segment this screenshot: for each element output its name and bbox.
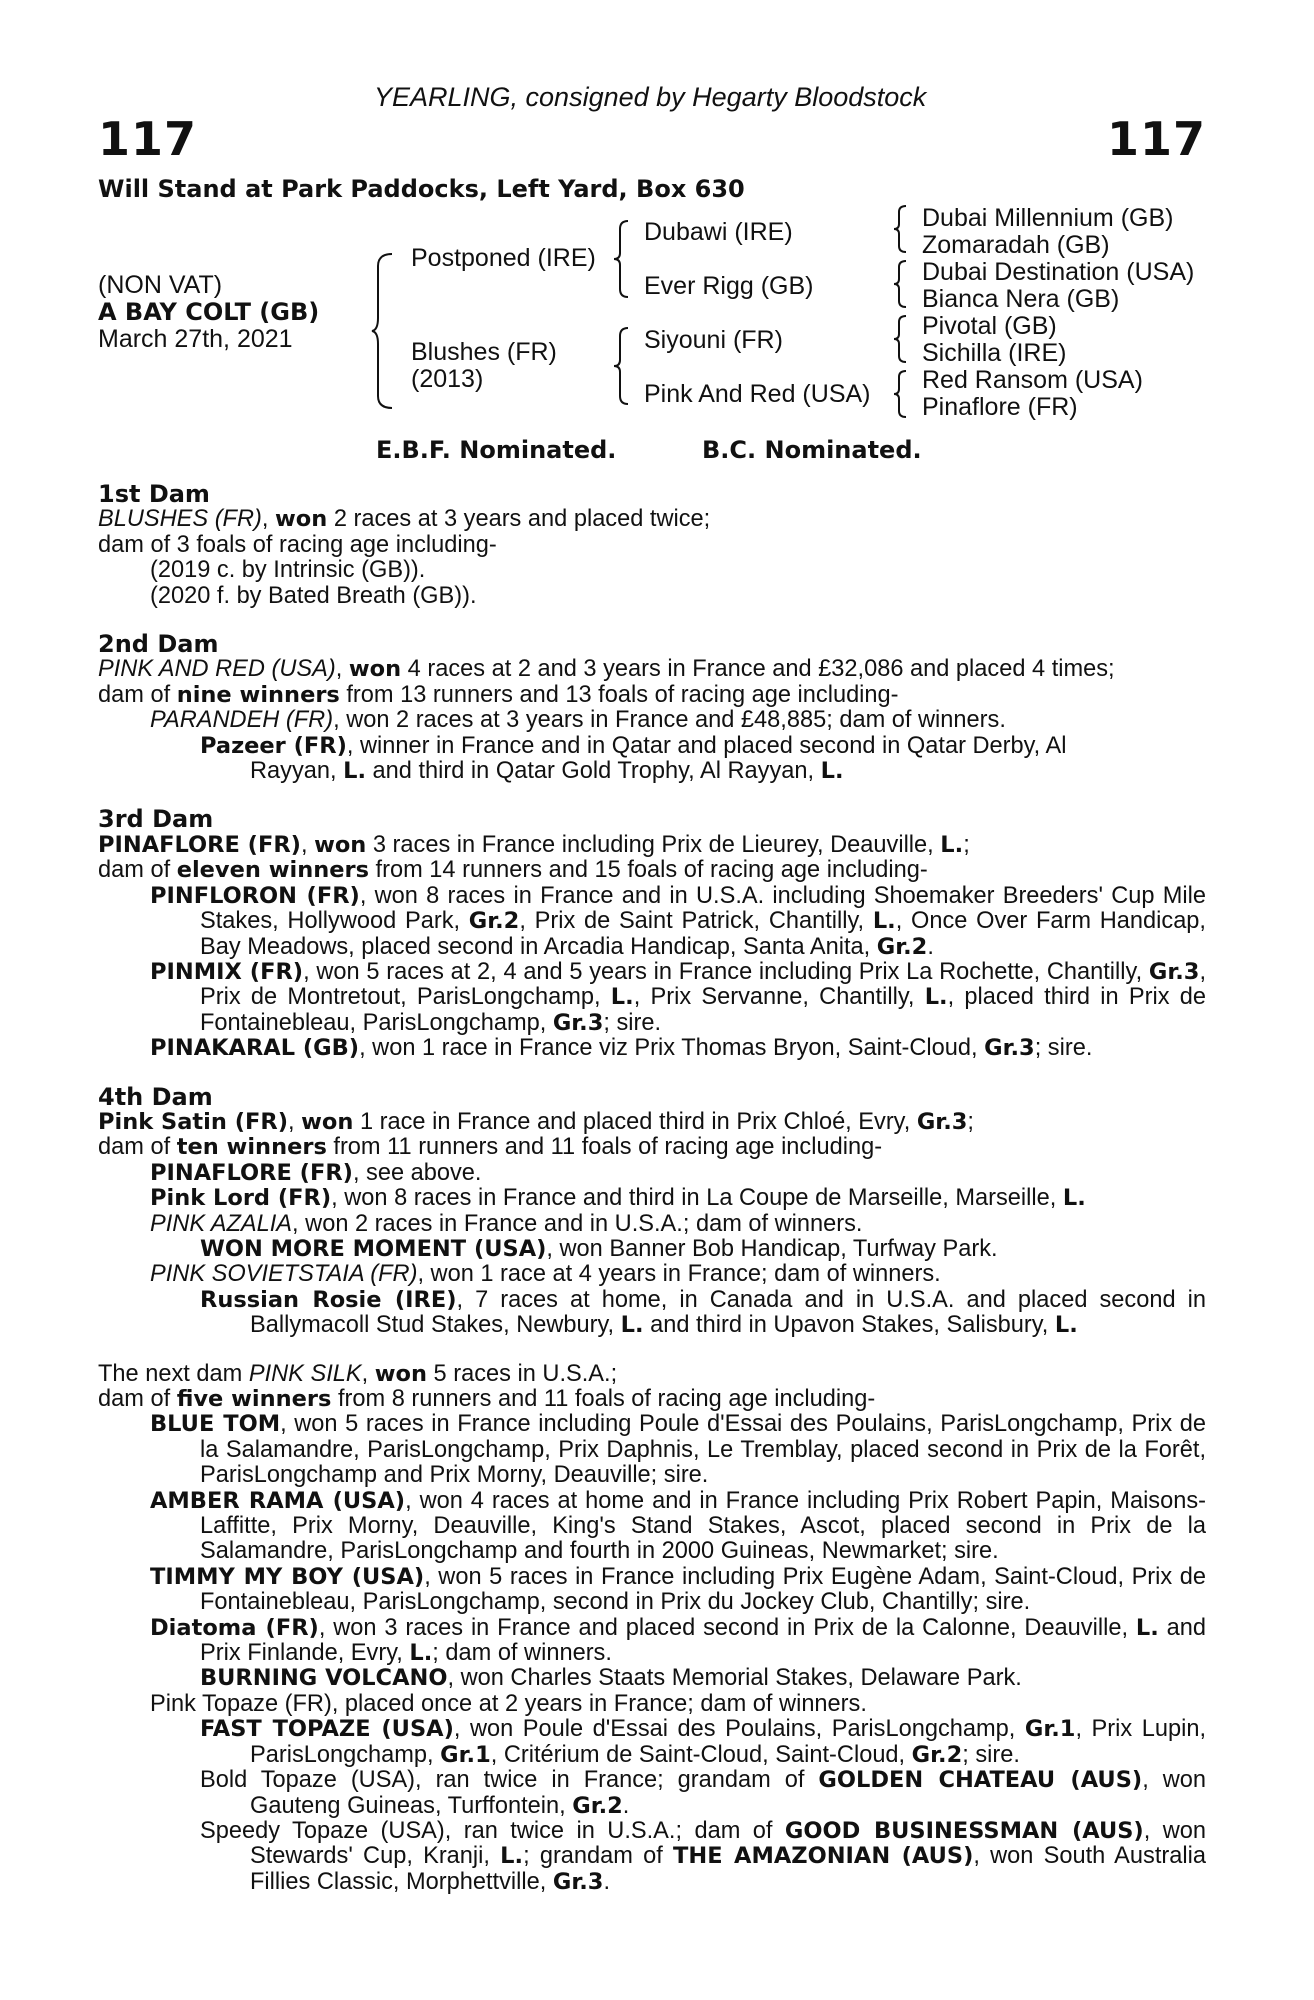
list-item: PINAFLORE (FR), see above. <box>150 1159 482 1186</box>
vat-status: (NON VAT) <box>98 271 223 299</box>
list-item: BURNING VOLCANO, won Charles Staats Memorial Stakes, Delaware Park. <box>200 1665 1022 1692</box>
dam4-line: Pink Satin (FR), won 1 race in France and placed third in Prix Chloé, Evry, Gr.3; <box>98 1108 974 1135</box>
dam1-foal: (2019 c. by Intrinsic (GB)). <box>150 557 426 584</box>
list-item: Rayyan, L. and third in Qatar Gold Trophy, Al Rayyan, L. <box>250 758 844 785</box>
horse-name: A BAY COLT (GB) <box>98 298 320 326</box>
list-item: PINMIX (FR), won 5 races at 2, 4 and 5 years in France including Prix La Rochette, Chantilly, Gr.3, Prix de Montretout, ParisLongchamp, L., Prix Servanne, Chantilly, L., placed third in Prix de Fontainebleau, ParisLongchamp, Gr.3; sire. <box>150 958 1206 1036</box>
pedigree-brace-sire <box>614 219 630 299</box>
dam1-produce: dam of 3 foals of racing age including- <box>98 531 497 558</box>
list-item: AMBER RAMA (USA), won 4 races at home and in France including Prix Robert Papin, Maisons-Laffitte, Prix Morny, Deauville, King's Stand Stakes, Ascot, placed second in Prix de la Salamandre, ParisLongchamp and fourth in 2000 Guineas, Newmarket; sire. <box>150 1487 1207 1565</box>
pedigree-brace-dd <box>894 369 908 419</box>
pedigree-sss: Dubai Millennium (GB) <box>922 204 1174 232</box>
pedigree-dsd: Sichilla (IRE) <box>922 339 1067 367</box>
pedigree-sdd: Bianca Nera (GB) <box>922 285 1120 313</box>
list-item: PARANDEH (FR), won 2 races at 3 years in France and £48,885; dam of winners. <box>150 707 1006 734</box>
pedigree-brace-ss <box>894 204 908 254</box>
list-item: Pazeer (FR), winner in France and in Qatar and placed second in Qatar Derby, Al <box>200 732 1067 759</box>
pedigree-dam-sire: Siyouni (FR) <box>644 326 783 354</box>
list-item: Diatoma (FR), won 3 races in France and placed second in Prix de la Calonne, Deauville, L. and Prix Finlande, Evry, L.; dam of winners. <box>150 1614 1206 1667</box>
pedigree-brace-dam <box>614 326 630 406</box>
dam4-title: 4th Dam <box>98 1082 213 1111</box>
dam3-title: 3rd Dam <box>98 805 214 834</box>
dam1-foal: (2020 f. by Bated Breath (GB)). <box>150 582 477 609</box>
pedigree-sds: Dubai Destination (USA) <box>922 258 1195 286</box>
next-dam-produce: dam of five winners from 8 runners and 11 foals of racing age including- <box>98 1386 876 1412</box>
list-item: PINK SOVIETSTAIA (FR), won 1 race at 4 years in France; dam of winners. <box>150 1261 941 1288</box>
pedigree-notes <box>98 482 1206 1895</box>
consignment-line: YEARLING, consigned by Hegarty Bloodstock <box>374 82 927 112</box>
list-item: Russian Rosie (IRE), 7 races at home, in Canada and in U.S.A. and placed second in Ballymacoll Stud Stakes, Newbury, L. and third in Upavon Stakes, Salisbury, L. <box>200 1286 1206 1339</box>
dam1-title: 1st Dam <box>98 480 210 508</box>
stand-location: Will Stand at Park Paddocks, Left Yard, Box 630 <box>98 175 745 203</box>
list-item: BLUE TOM, won 5 races in France including Poule d'Essai des Poulains, ParisLongchamp, Prix de la Salamandre, ParisLongchamp, Prix Daphnis, Le Tremblay, placed second in Prix de la Forêt, ParisLongchamp and Prix Morny, Deauville; sire. <box>150 1411 1206 1489</box>
pedigree-ddd: Pinaflore (FR) <box>922 393 1078 421</box>
pedigree-sire-dam: Ever Rigg (GB) <box>644 272 814 300</box>
pedigree-brace-sd <box>894 259 908 309</box>
list-item: Pink Lord (FR), won 8 races in France and third in La Coupe de Marseille, Marseille, L. <box>150 1185 1086 1212</box>
pedigree-dam-dam: Pink And Red (USA) <box>644 380 871 408</box>
pedigree-ssd: Zomaradah (GB) <box>922 231 1110 259</box>
list-item: WON MORE MOMENT (USA), won Banner Bob Handicap, Turfway Park. <box>200 1235 998 1262</box>
dam3-line: PINAFLORE (FR), won 3 races in France including Prix de Lieurey, Deauville, L.; <box>98 831 970 858</box>
dam2-line: PINK AND RED (USA), won 4 races at 2 and 3 years in France and £32,086 and placed 4 times; <box>98 656 1115 683</box>
pedigree-dam-year: (2013) <box>411 365 484 393</box>
list-item: FAST TOPAZE (USA), won Poule d'Essai des Poulains, ParisLongchamp, Gr.1, Prix Lupin, ParisLongchamp, Gr.1, Critérium de Saint-Cloud, Saint-Cloud, Gr.2; sire. <box>200 1716 1206 1768</box>
bc-nomination: B.C. Nominated. <box>702 436 922 464</box>
pedigree-sire: Postponed (IRE) <box>411 244 596 272</box>
lot-number-left: 117 <box>98 112 198 166</box>
pedigree-dam: Blushes (FR) <box>411 338 557 366</box>
ebf-nomination: E.B.F. Nominated. <box>376 436 617 464</box>
list-item: Pink Topaze (FR), placed once at 2 years in France; dam of winners. <box>150 1690 867 1717</box>
lot-number-right: 117 <box>1106 112 1206 166</box>
dam3-produce: dam of eleven winners from 14 runners and 15 foals of racing age including- <box>98 857 928 884</box>
list-item: PINAKARAL (GB), won 1 race in France viz Prix Thomas Bryon, Saint-Cloud, Gr.3; sire. <box>150 1035 1093 1062</box>
dam1-line: BLUSHES (FR), won 2 races at 3 years and placed twice; <box>98 506 711 533</box>
pedigree-brace-main <box>372 252 394 410</box>
list-item: PINK AZALIA, won 2 races in France and in U.S.A.; dam of winners. <box>150 1210 863 1237</box>
dam2-produce: dam of nine winners from 13 runners and 13 foals of racing age including- <box>98 681 899 708</box>
next-dam-line: The next dam PINK SILK, won 5 races in U.S.A.; <box>98 1360 618 1387</box>
list-item: Speedy Topaze (USA), ran twice in U.S.A.; dam of GOOD BUSINESSMAN (AUS), won Stewards' Cup, Kranji, L.; grandam of THE AMAZONIAN (AUS), won South Australia Fillies Classic, Morphettville, Gr.3. <box>200 1817 1206 1895</box>
pedigree-sire-sire: Dubawi (IRE) <box>644 218 793 246</box>
dam2-title: 2nd Dam <box>98 630 219 659</box>
list-item: Bold Topaze (USA), ran twice in France; grandam of GOLDEN CHATEAU (AUS), won Gauteng Guineas, Turffontein, Gr.2. <box>200 1767 1206 1819</box>
list-item: TIMMY MY BOY (USA), won 5 races in France including Prix Eugène Adam, Saint-Cloud, Prix de Fontainebleau, ParisLongchamp, second in Prix du Jockey Club, Chantilly; sire. <box>150 1563 1206 1616</box>
pedigree-brace-ds <box>894 314 908 364</box>
dam4-produce: dam of ten winners from 11 runners and 11 foals of racing age including- <box>98 1134 883 1161</box>
pedigree-dds: Red Ransom (USA) <box>922 366 1143 394</box>
list-item: PINFLORON (FR), won 8 races in France and in U.S.A. including Shoemaker Breeders' Cup Mile Stakes, Hollywood Park, Gr.2, Prix de Saint Patrick, Chantilly, L., Once Over Farm Handicap, Bay Meadows, placed second in Arcadia Handicap, Santa Anita, Gr.2. <box>150 882 1206 960</box>
pedigree-dss: Pivotal (GB) <box>922 312 1057 340</box>
foaling-date: March 27th, 2021 <box>98 325 293 353</box>
